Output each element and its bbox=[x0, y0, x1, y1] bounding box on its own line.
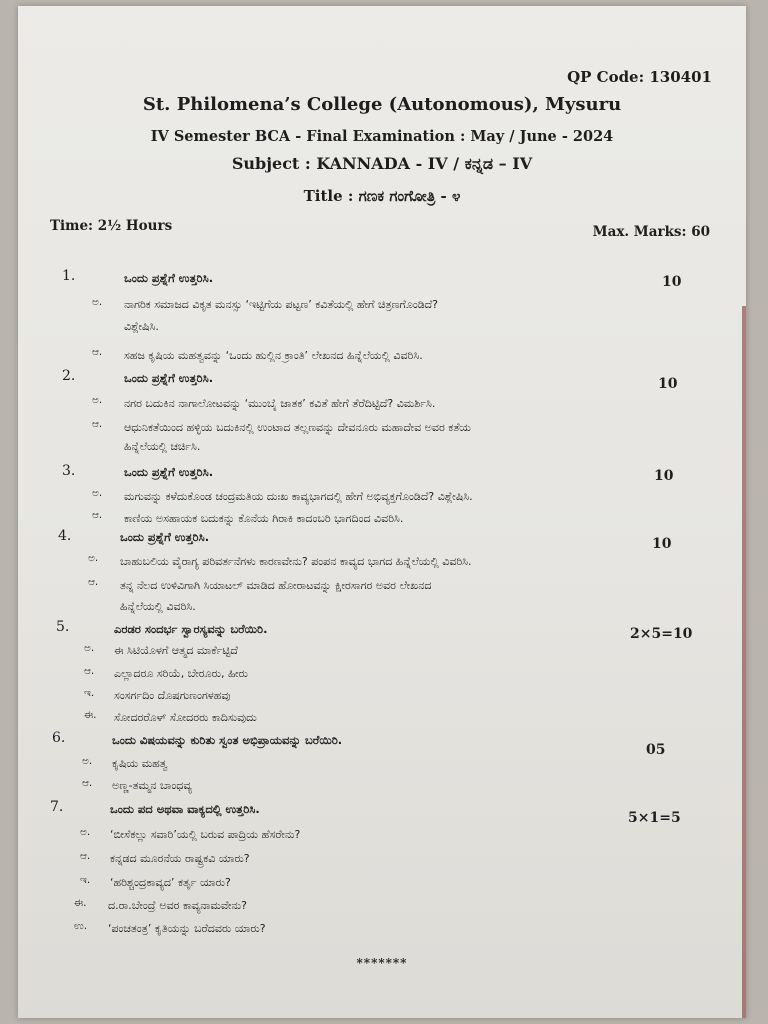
question-text: ಒಂದು ವಿಷಯವನ್ನು ಕುರಿತು ಸ್ವಂತ ಅಭಿಪ್ರಾಯವನ್ನು ಬರೆಯಿರಿ. bbox=[112, 733, 343, 747]
sub-question-text: ಸಂಸರ್ಗದಿಂ ದೊಷಗುಣಂಗಳಹವು bbox=[114, 689, 231, 702]
sub-question-letter: ಉ. bbox=[74, 920, 88, 932]
question-number: 7. bbox=[50, 799, 64, 815]
sub-question-letter: ಆ. bbox=[88, 576, 99, 588]
question-text: ಒಂದು ಪದ ಅಥವಾ ವಾಕ್ಯದಲ್ಲಿ ಉತ್ತರಿಸಿ. bbox=[110, 802, 260, 816]
sub-question-text: ಕಾಣಿಯ ಅಸಹಾಯಕ ಬದುಕನ್ನು ಕೊನೆಯ ಗಿರಾಕಿ ಕಾದಂಬರಿ ಭಾಗದಿಂದ ವಿವರಿಸಿ. bbox=[124, 512, 404, 525]
end-marker: ******* bbox=[356, 956, 408, 970]
page-edge bbox=[742, 306, 746, 1018]
sub-question-text: ‘ಹರಿಶ್ಚಂದ್ರಕಾವ್ಯದ’ ಕರ್ತೃ ಯಾರು? bbox=[110, 876, 231, 889]
question-number: 6. bbox=[52, 730, 66, 746]
max-marks: Max. Marks: 60 bbox=[592, 224, 710, 240]
question-marks: 10 bbox=[662, 274, 682, 290]
sub-question-text: ಮಗುವನ್ನು ಕಳೆದುಕೊಂಡ ಚಂದ್ರಮತಿಯ ದುಃಖ ಕಾವ್ಯಭಾಗದಲ್ಲಿ ಹೇಗೆ ಅಭಿವ್ಯಕ್ತಗೊಂಡಿದೆ? ವಿಶ್ಲೇಷಿಸಿ. bbox=[124, 490, 473, 503]
sub-question-text: ಬಾಹುಬಲಿಯ ವೈರಾಗ್ಯ ಪರಿವರ್ತನೆಗಳು ಕಾರಣವೇನು? ಪಂಪನ ಕಾವ್ಯದ ಭಾಗದ ಹಿನ್ನೆಲೆಯಲ್ಲಿ ವಿವರಿಸಿ. bbox=[120, 555, 472, 568]
question-number: 5. bbox=[56, 619, 70, 635]
paper-title: Title : ಗಣಕ ಗಂಗೋತ್ರಿ - ೪ bbox=[303, 187, 461, 205]
question-text: ಒಂದು ಪ್ರಶ್ನೆಗೆ ಉತ್ತರಿಸಿ. bbox=[120, 530, 210, 544]
sub-question-letter: ಅ. bbox=[84, 642, 95, 654]
subject: Subject : KANNADA - IV / ಕನ್ನಡ – IV bbox=[231, 154, 533, 173]
qp-code: QP Code: 130401 bbox=[567, 68, 712, 86]
sub-question-letter: ಅ. bbox=[92, 296, 103, 308]
sub-question-letter: ಆ. bbox=[92, 418, 103, 430]
sub-question-letter: ಅ. bbox=[92, 487, 103, 499]
sub-question-text: ನಾಗರಿಕ ಸಮಾಜದ ವಿಕೃತ ಮನಸ್ಸು ‘ಇಟ್ಟಿಗೆಯ ಪಟ್ಟಣ’ ಕವಿತೆಯಲ್ಲಿ ಹೇಗೆ ಚಿತ್ರಣಗೊಂಡಿದೆ? bbox=[124, 298, 439, 311]
sub-question-text: ಆಧುನಿಕತೆಯಿಂದ ಹಳ್ಳಿಯ ಬದುಕಿನಲ್ಲಿ ಉಂಟಾದ ತಲ್ಲಣವನ್ನು ದೇವನೂರು ಮಹಾದೇವ ಅವರ ಕತೆಯ bbox=[124, 421, 471, 434]
sub-question-letter: ಇ. bbox=[80, 874, 91, 886]
sub-question-text: ಎಲ್ಲಾದರೂ ಸರಿಯೆ, ಬೇರೂರು, ಹೀರು bbox=[114, 667, 248, 680]
sub-question-letter: ಅ. bbox=[80, 826, 91, 838]
question-marks: 10 bbox=[652, 536, 672, 552]
sub-question-letter: ಅ. bbox=[92, 394, 103, 406]
sub-question-text: ಅಣ್ಣ-ತಮ್ಮನ ಬಾಂಧವ್ಯ bbox=[112, 779, 192, 792]
sub-question-text: ಕನ್ನಡದ ಮೂರನೆಯ ರಾಷ್ಟ್ರಕವಿ ಯಾರು? bbox=[110, 852, 250, 865]
sub-question-text: ಹಿನ್ನೆಲೆಯಲ್ಲಿ ಚರ್ಚಿಸಿ. bbox=[124, 440, 201, 453]
sub-question-text: ಈ ಸಿಟಿಯೊಳಗೆ ಆತ್ಮದ ಮಾರ್ಕೆಟ್ಟಿದೆ bbox=[114, 644, 238, 657]
question-number: 1. bbox=[62, 268, 76, 284]
sub-question-letter: ಆ. bbox=[84, 665, 95, 677]
sub-question-letter: ಈ. bbox=[84, 709, 97, 721]
sub-question-letter: ಅ. bbox=[88, 552, 99, 564]
sub-question-text: ತನ್ನ ನೆಲದ ಉಳಿವಿಗಾಗಿ ಸಿಯಾಟಲ್ ಮಾಡಿದ ಹೋರಾಟವನ್ನು ಕ್ಷೀರಸಾಗರ ಅವರ ಲೇಖನದ bbox=[120, 579, 432, 592]
sub-question-text: ‘ಪಂಚತಂತ್ರ’ ಕೃತಿಯನ್ನು ಬರೆದವರು ಯಾರು? bbox=[108, 922, 266, 935]
question-marks: 2×5=10 bbox=[630, 626, 693, 642]
question-text: ಎರಡರ ಸಂದರ್ಭ ಸ್ವಾರಸ್ಯವನ್ನು ಬರೆಯಿರಿ. bbox=[114, 622, 268, 636]
sub-question-text: ಸೋದರರೊಳ್ ಸೋದರರು ಕಾದಿಸುವುದು bbox=[114, 711, 257, 724]
sub-question-text: ವಿಶ್ಲೇಷಿಸಿ. bbox=[124, 320, 159, 333]
question-paper bbox=[18, 6, 746, 1018]
sub-question-letter: ಇ. bbox=[84, 687, 95, 699]
question-marks: 10 bbox=[654, 468, 674, 484]
question-marks: 5×1=5 bbox=[628, 810, 681, 826]
sub-question-letter: ಆ. bbox=[92, 346, 103, 358]
question-marks: 05 bbox=[646, 742, 666, 758]
sub-question-letter: ಆ. bbox=[80, 850, 91, 862]
time-allowed: Time: 2½ Hours bbox=[50, 218, 173, 234]
sub-question-letter: ಈ. bbox=[74, 897, 87, 909]
question-number: 2. bbox=[62, 368, 76, 384]
sub-question-text: ದ.ರಾ.ಬೇಂದ್ರೆ ಅವರ ಕಾವ್ಯನಾಮವೇನು? bbox=[108, 899, 247, 912]
question-number: 3. bbox=[62, 463, 76, 479]
question-text: ಒಂದು ಪ್ರಶ್ನೆಗೆ ಉತ್ತರಿಸಿ. bbox=[124, 371, 214, 385]
question-text: ಒಂದು ಪ್ರಶ್ನೆಗೆ ಉತ್ತರಿಸಿ. bbox=[124, 271, 214, 285]
sub-question-text: ‘ಬೀಸೆಕಲ್ಲು ಸವಾರಿ’ಯಲ್ಲಿ ಬರುವ ಪಾದ್ರಿಯ ಹೆಸರೇನು? bbox=[110, 828, 301, 841]
sub-question-letter: ಆ. bbox=[82, 777, 93, 789]
sub-question-text: ಹಿನ್ನೆಲೆಯಲ್ಲಿ ವಿವರಿಸಿ. bbox=[120, 600, 196, 613]
question-text: ಒಂದು ಪ್ರಶ್ನೆಗೆ ಉತ್ತರಿಸಿ. bbox=[124, 465, 214, 479]
sub-question-letter: ಅ. bbox=[82, 755, 93, 767]
exam-title: IV Semester BCA - Final Examination : May / June - 2024 bbox=[150, 128, 614, 145]
sub-question-letter: ಆ. bbox=[92, 509, 103, 521]
sub-question-text: ಸಹಜ ಕೃಷಿಯ ಮಹತ್ವವನ್ನು ‘ಒಂದು ಹುಲ್ಲಿನ ಕ್ರಾಂತಿ’ ಲೇಖನದ ಹಿನ್ನೆಲೆಯಲ್ಲಿ ವಿವರಿಸಿ. bbox=[124, 349, 423, 362]
college-name: St. Philomena’s College (Autonomous), Mysuru bbox=[142, 94, 622, 115]
question-number: 4. bbox=[58, 528, 72, 544]
question-marks: 10 bbox=[658, 376, 678, 392]
sub-question-text: ಕೃಷಿಯ ಮಹತ್ವ bbox=[112, 757, 168, 770]
sub-question-text: ನಗರ ಬದುಕಿನ ನಾಗಾಲೋಟವನ್ನು ‘ಮುಂಬೈ ಜಾತಕ’ ಕವಿತೆ ಹೇಗೆ ತೆರೆದಿಟ್ಟಿದೆ? ವಿಮರ್ಶಿಸಿ. bbox=[124, 397, 436, 410]
